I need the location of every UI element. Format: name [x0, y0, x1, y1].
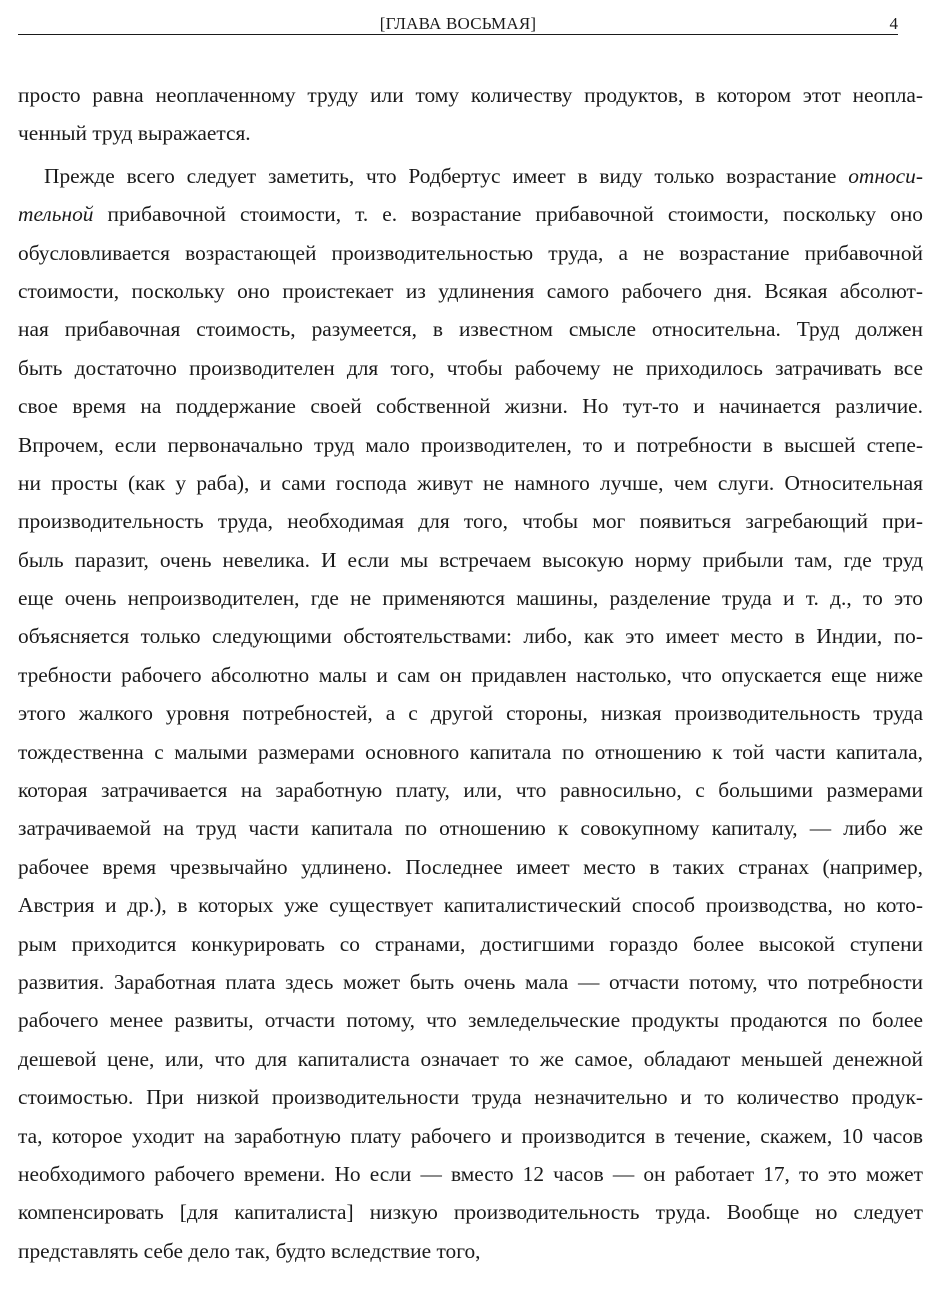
text-line: компенсировать [для капиталиста] низкую производительность труда. Вообще но следует	[18, 1200, 923, 1225]
text-run: Прежде всего следует заметить, что Родбертус имеет в виду только возрастание	[44, 163, 849, 188]
text-line: быть достаточно производителен для того, чтобы рабочему не приходилось затрачивать все	[18, 355, 923, 380]
italic-text: относи-	[848, 163, 923, 188]
italic-text: тельной	[18, 202, 94, 227]
text-line: рабочее время чрезвычайно удлинено. Последнее имеет место в таких странах (например,	[18, 854, 923, 879]
text-line: быль паразит, очень невелика. И если мы встречаем высокую норму прибыли там, где труд	[18, 547, 923, 572]
chapter-title: [ГЛАВА ВОСЬМАЯ]	[379, 14, 537, 33]
text-line: стоимостью. При низкой производительности труда незначительно и то количество продук-	[18, 1085, 923, 1110]
text-line: дешевой цене, или, что для капиталиста означает то же самое, обладают меньшей денежной	[18, 1046, 923, 1071]
text-line: еще очень непроизводителен, где не применяются машины, разделение труда и т. д., то это	[18, 586, 923, 611]
text-line: этого жалкого уровня потребностей, а с другой стороны, низкая производительность труда	[18, 701, 923, 726]
text-line	[18, 195, 923, 233]
text-line: Австрия и др.), в которых уже существует капиталистический способ производства, но кото-	[18, 893, 923, 918]
text-line: Впрочем, если первоначально труд мало производителен, то и потребности в высшей степе-	[18, 432, 923, 457]
text-line: обусловливается возрастающей производительностью труда, а не возрастание прибавочной	[18, 240, 923, 265]
body-text	[18, 76, 923, 1270]
text-line: та, которое уходит на заработную плату рабочего и производится в течение, скажем, 10 часов	[18, 1123, 923, 1148]
text-line: рым приходится конкурировать со странами, достигшими гораздо более высокой ступени	[18, 931, 923, 956]
text-line: необходимого рабочего времени. Но если — вместо 12 часов — он работает 17, то это может	[18, 1161, 923, 1186]
text-line: развития. Заработная плата здесь может быть очень мала — отчасти потому, что потребности	[18, 969, 923, 994]
text-line: производительность труда, необходимая для того, чтобы мог появиться загребающий при-	[18, 509, 923, 534]
text-line: стоимости, поскольку оно проистекает из удлинения самого рабочего дня. Всякая абсолют-	[18, 278, 923, 303]
page-header	[18, 14, 898, 35]
text-line: представлять себе дело так, будто вследствие того,	[18, 1238, 481, 1263]
text-line: требности рабочего абсолютно малы и сам он придавлен настолько, что опускается еще ниже	[18, 662, 923, 687]
text-line: затрачиваемой на труд части капитала по отношению к совокупному капиталу, — либо же	[18, 816, 923, 841]
text-line: ная прибавочная стоимость, разумеется, в известном смысле относительна. Труд должен	[18, 317, 923, 342]
text-line: ченный труд выражается.	[18, 121, 251, 146]
text-line: свое время на поддержание своей собственной жизни. Но тут-то и начинается различие.	[18, 394, 923, 419]
text-line: объясняется только следующими обстоятельствами: либо, как это имеет место в Индии, по-	[18, 624, 923, 649]
text-line: тождественна с малыми размерами основного капитала по отношению к той части капитала,	[18, 739, 923, 764]
page-number: 4	[889, 14, 898, 33]
text-line: которая затрачивается на заработную плату, или, что равносильно, с большими размерами	[18, 778, 923, 803]
text-run: прибавочной стоимости, т. е. возрастание прибавочной стоимости, поскольку оно	[93, 202, 923, 227]
text-line: просто равна неоплаченному труду или тому количеству продуктов, в котором этот неопла-	[18, 83, 923, 107]
text-line: рабочего менее развиты, отчасти потому, что земледельческие продукты продаются по более	[18, 1008, 923, 1033]
text-line: ни просты (как у раба), и сами господа живут не намного лучше, чем слуги. Относительная	[18, 470, 923, 495]
text-line	[18, 157, 923, 195]
